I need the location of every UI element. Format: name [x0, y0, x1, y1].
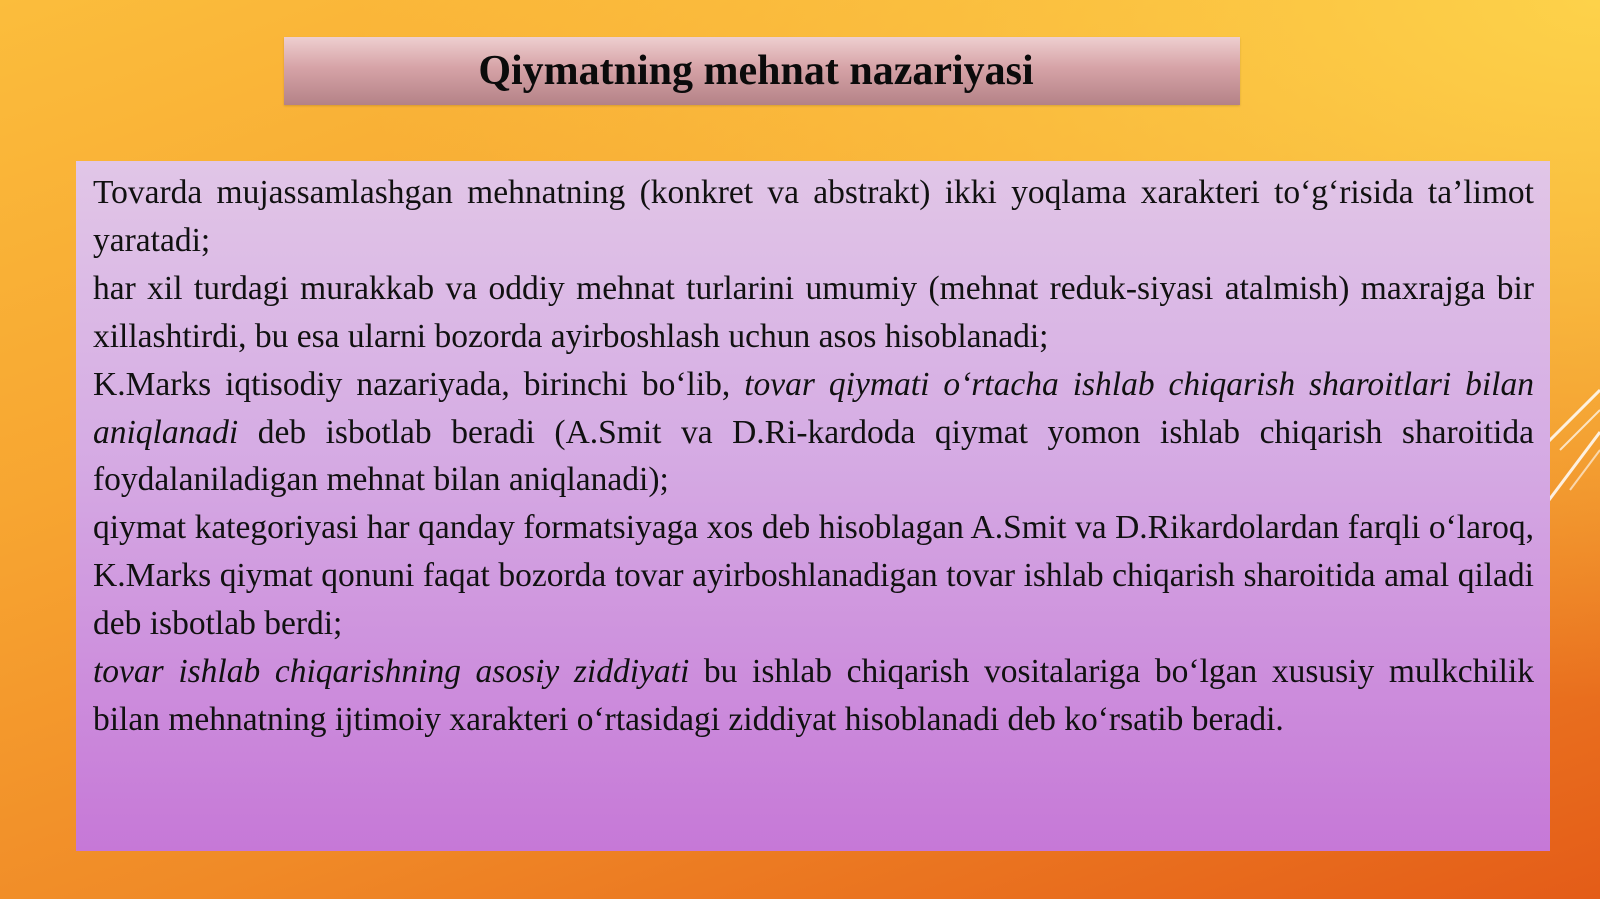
title-bar — [284, 37, 1240, 105]
paragraph-3 — [93, 361, 1534, 505]
paragraph-text: har xil turdagi murakkab va oddiy mehnat turlarini umumiy (mehnat reduk-siyasi atalmish) maxrajga bir xillashtirdi, bu esa ularni bozorda ayirboshlash uchun asos hisoblanadi; — [93, 269, 1534, 355]
paragraph-5 — [93, 648, 1534, 744]
slide-title: Qiymatning mehnat nazariyasi — [478, 48, 1034, 94]
paragraph-italic-text: tovar qiymati o‘rtacha ishlab chiqarish sharoitlari bilan aniqlanadi — [93, 365, 1534, 451]
paragraph-text: Tovarda mujassamlashgan mehnatning (konkret va abstrakt) ikki yoqlama xarakteri to‘g‘risida ta’limot yaratadi; — [93, 174, 1534, 259]
paragraph-text: bu ishlab chiqarish vositalariga bo‘lgan xususiy mulkchilik bilan mehnatning ijtimoiy xarakteri o‘rtasidagi ziddiyat hisoblanadi deb ko‘rsatib beradi. — [93, 653, 1534, 738]
paragraph-text: qiymat kategoriyasi har qanday formatsiyaga xos deb hisoblagan A.Smit va D.Rikardolardan farqli o‘laroq, K.Marks qiymat qonuni faqat bozorda tovar ayirboshlanadigan tovar ishlab chiqarish sharoitida amal qiladi deb isbotlab berdi; — [93, 509, 1534, 643]
paragraph-text: K.Marks iqtisodiy nazariyada, birinchi bo‘lib, — [93, 365, 745, 403]
paragraph-2 — [93, 265, 1534, 361]
paragraph-4 — [93, 504, 1534, 648]
content-box — [76, 161, 1550, 851]
paragraph-1 — [93, 169, 1534, 265]
paragraph-italic-text: tovar ishlab chiqarishning asosiy ziddiyati — [93, 653, 690, 691]
paragraph-text: deb isbotlab beradi (A.Smit va D.Ri-kardoda qiymat yomon ishlab chiqarish sharoitida foydalaniladigan mehnat bilan aniqlanadi); — [93, 413, 1534, 499]
